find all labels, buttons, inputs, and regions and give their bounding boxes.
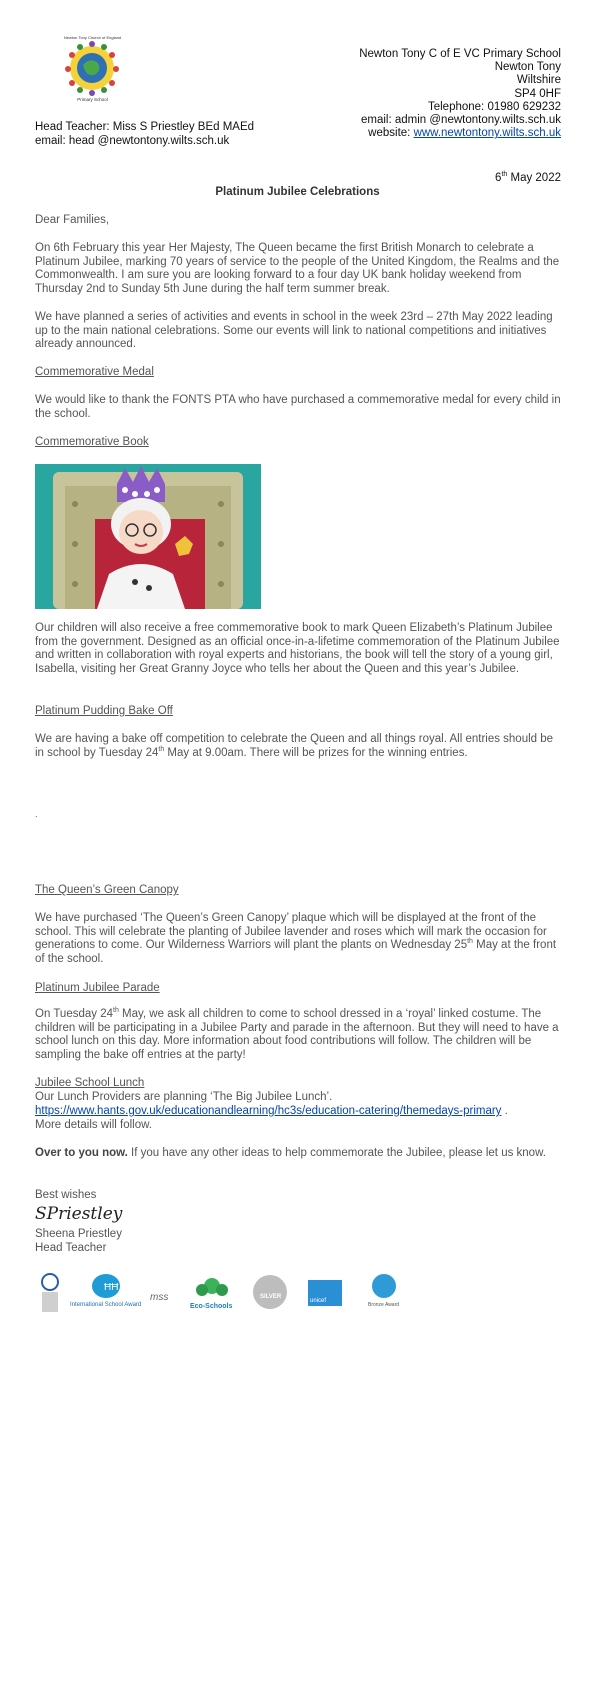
quality-mark-badge-icon [42,1274,58,1312]
canopy-sup: th [467,938,473,946]
bakeoff-text [35,733,561,760]
stray-dot: . [35,809,38,819]
website-label: website: [368,127,414,140]
closing-paragraph [35,1147,561,1161]
headteacher-block [35,120,254,148]
letter-date [495,172,561,184]
unicef-rights-respecting-badge-icon [308,1280,342,1306]
eco-schools-badge-icon [190,1278,233,1310]
lunch-link-line [35,1105,561,1119]
bakeoff-heading: Platinum Pudding Bake Off [35,705,173,717]
address-village: Newton Tony [494,61,561,74]
mss-text: mss [150,1292,169,1303]
svg-text:ĦĦ: ĦĦ [104,1282,119,1293]
address-postcode: SP4 0HF [514,87,561,100]
greeting: Dear Families, [35,214,110,226]
lunch-heading: Jubilee School Lunch [35,1077,145,1089]
signature: SPriestley [35,1204,123,1224]
parade-text-a: On Tuesday 24 [35,1008,113,1020]
badges-strip [38,1272,458,1316]
canopy-heading: The Queen’s Green Canopy [35,884,179,896]
address-county: Wiltshire [516,74,561,87]
canopy-text-b: May at the front of the school. [35,939,557,965]
parade-text [35,1008,561,1062]
canopy-text-a: We have purchased ‘The Queen’s Green Canopy’ plaque which will be displayed at the front of the school. This will celebrate the planting of Jubilee lavender and roses which will mark the occasion for generations to come. Our Wilderness Warriors will plant the plants on Wednesday 25 [35,912,547,952]
accreditation-badges [38,1272,458,1316]
best-wishes: Best wishes [35,1189,97,1201]
international-school-award-badge-icon [70,1274,141,1308]
school-address [359,48,561,140]
school-crest-icon [50,35,135,105]
book-text: Our children will also receive a free commemorative book to mark Queen Elizabeth’s Platinum Jubilee from the government. Designed as an official once-in-a-lifetime commemoration of the Platinum Jubilee and written in collaboration with royal experts and historians, the book will tell the story of a young girl, Isabella, visiting her Great Granny Joyce who tells her about the Queen and this year’s Jubilee. [35,622,560,675]
parade-heading: Platinum Jubilee Parade [35,982,160,994]
unicef-text: unicef [310,1298,327,1304]
silver-text: SILVER [260,1294,282,1300]
closing-bold: Over to you now. [35,1147,128,1159]
address-email: email: admin @newtontony.wilts.sch.uk [360,114,561,127]
intro-paragraph-2: We have planned a series of activities and events in school in the week 23rd – 27th May 2022 leading up to the main national celebrations. Some our events will link to national competitions and initiatives already announced. [35,311,553,351]
logo-top-text: Newton Tony Church of England [63,35,122,40]
headteacher-line: Head Teacher: Miss S Priestley BEd MAEd [35,121,255,133]
parade-text-b: May, we ask all children to come to school dressed in a ‘royal’ linked costume. The children will be participating in a Jubilee Party and parade in the afternoon. But they will need to have a school lunch on this day. More information about food contributions will follow. The children will be sampling the bake off entries at the party! [35,1008,559,1061]
address-telephone: Telephone: 01980 629232 [427,100,561,113]
mss-badge-icon [150,1292,168,1303]
international-award-text: International School Award [70,1302,142,1308]
bakeoff-text-a: We are having a bake off competition to celebrate the Queen and all things royal. All entries should be in school by Tuesday 24 [35,733,554,759]
commemorative-book-image [35,464,261,609]
date-rest: May 2022 [507,172,561,184]
medal-heading: Commemorative Medal [35,366,154,378]
lunch-after-link: . [501,1105,508,1117]
address-website-line [359,127,561,140]
headteacher-email: email: head @newtontony.wilts.sch.uk [35,135,230,147]
bakeoff-text-b: May at 9.00am. There will be prizes for the winning entries. [164,746,468,759]
bakeoff-sup: th [158,745,165,753]
intro-paragraph-1: On 6th February this year Her Majesty, The Queen became the first British Monarch to celebrate a Platinum Jubilee, marking 70 years of service to the people of the United Kingdom, the Realms and the Commonwealth. I am sure you are looking forward to a four day UK bank holiday weekend from Thursday 2nd to Sunday 5th June during the half term summer break. [35,242,560,295]
canopy-text [35,912,561,966]
signatory-role: Head Teacher [35,1242,107,1254]
date-day: 6 [495,172,502,184]
school-games-silver-badge-icon [253,1275,287,1309]
medal-text: We would like to thank the FONTS PTA who have purchased a commemorative medal for every child in the school. [35,394,561,420]
letter-title: Platinum Jubilee Celebrations [215,186,380,198]
parade-sup: th [113,1007,119,1015]
closing-text: If you have any other ideas to help commemorate the Jubilee, please let us know. [127,1147,546,1159]
lunch-line-1: Our Lunch Providers are planning ‘The Big Jubilee Lunch’. [35,1091,333,1103]
eco-schools-text: Eco-Schools [190,1303,233,1310]
website-link[interactable]: www.newtontony.wilts.sch.uk [413,127,561,140]
date-suffix: th [501,171,508,179]
bronze-award-text: Bronze Award [368,1302,400,1308]
school-logo [50,35,135,105]
queen-illustration-icon [35,464,261,609]
logo-bottom-text: Primary School [77,97,108,102]
signatory-name: Sheena Priestley [35,1228,122,1240]
address-school: Newton Tony C of E VC Primary School [359,48,561,60]
book-heading: Commemorative Book [35,436,149,448]
lunch-link[interactable]: https://www.hants.gov.uk/educationandlearning/hc3s/education-catering/themedays-primary [35,1105,502,1117]
lunch-line-3: More details will follow. [35,1119,152,1131]
healthy-schools-bronze-badge-icon [368,1274,399,1308]
